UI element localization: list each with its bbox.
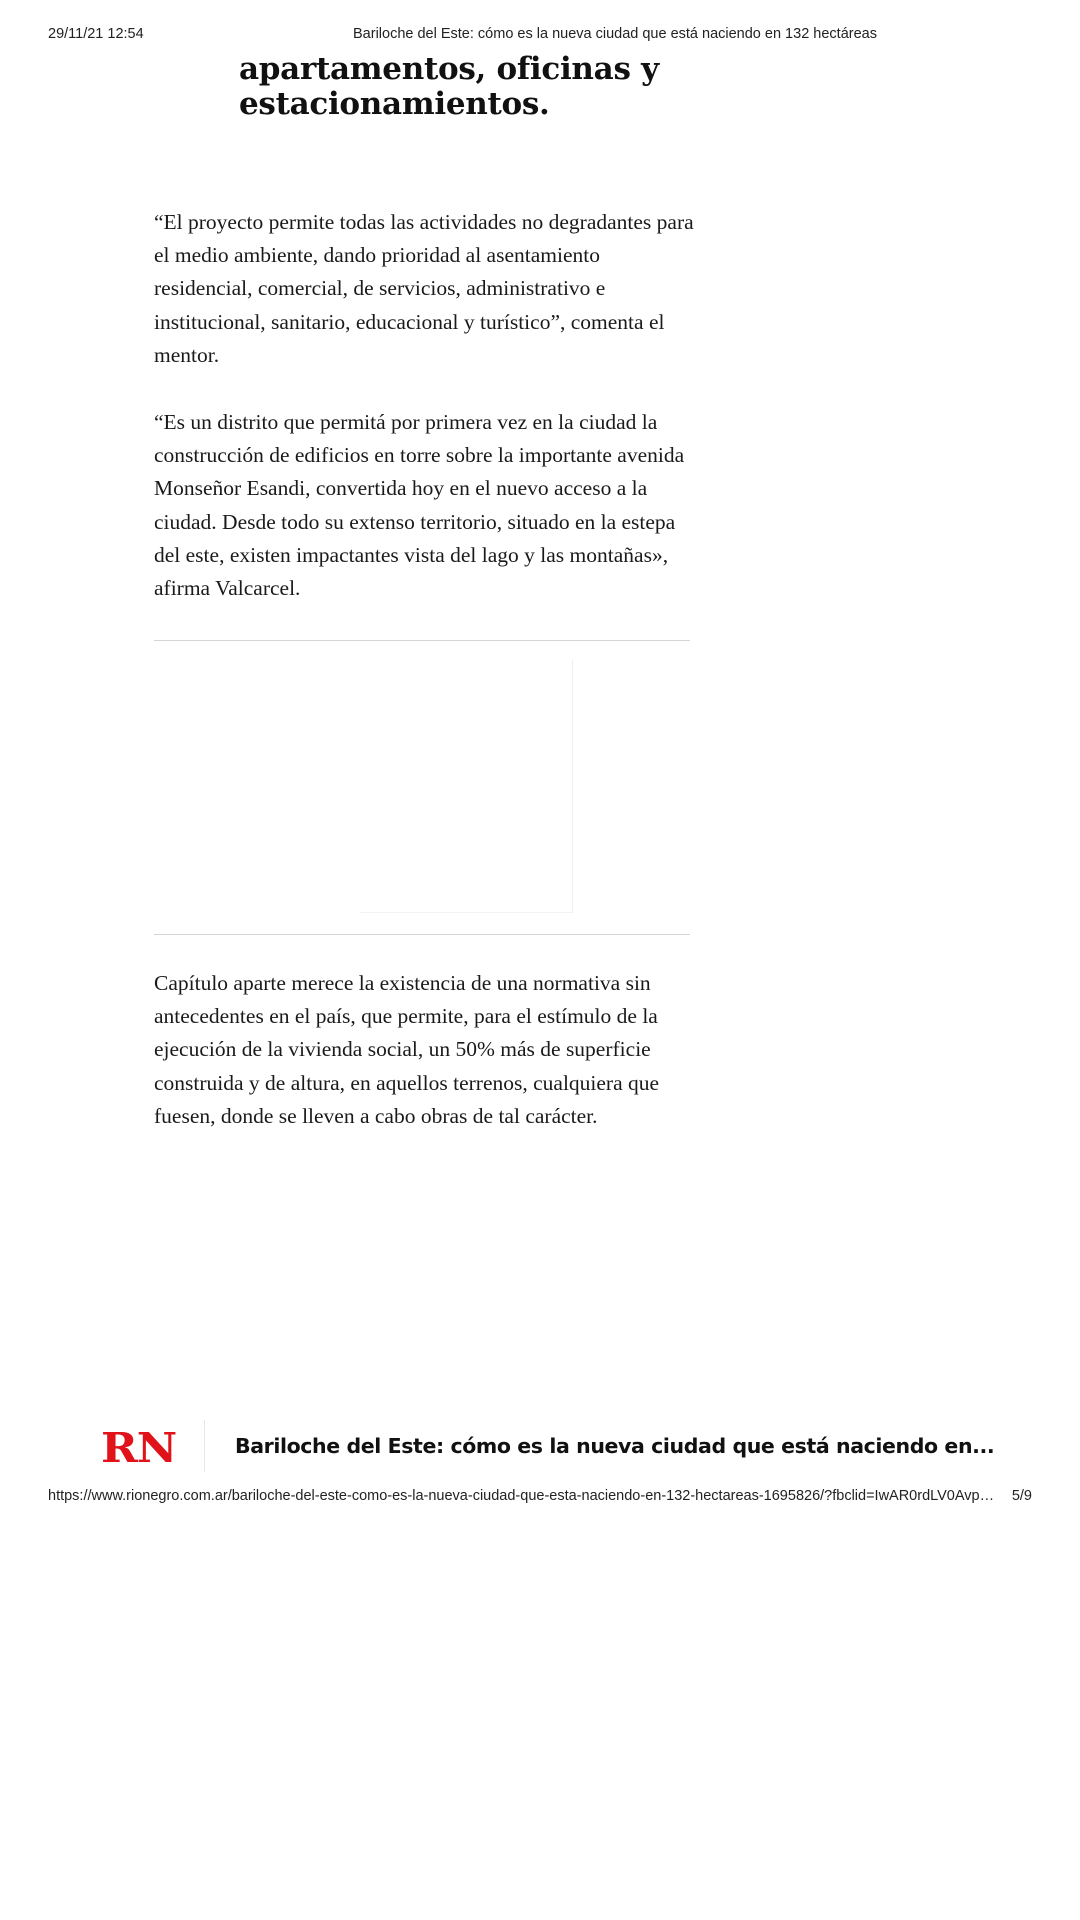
rn-logo[interactable]: RN xyxy=(101,1424,177,1472)
print-datetime: 29/11/21 12:54 xyxy=(48,26,144,42)
ad-divider-top xyxy=(154,640,690,641)
headline-line-1: apartamentos, oficinas y xyxy=(239,51,659,87)
headline-line-2: estacionamientos. xyxy=(239,86,550,122)
print-page-number: 5/9 xyxy=(1011,1488,1032,1504)
article-paragraph-1: “El proyecto permite todas las actividades no degradantes para el medio ambiente, dando prioridad al asentamiento residencial, comercial, de servicios, administrativo e institucional, sanitario, educacional y turístico”, comenta el mentor. xyxy=(154,210,694,367)
print-footer xyxy=(48,1488,1032,1508)
ad-placeholder xyxy=(360,660,573,913)
brand-bar-headline[interactable]: Bariloche del Este: cómo es la nueva ciudad que está naciendo en... xyxy=(235,1434,995,1458)
print-url: https://www.rionegro.com.ar/bariloche-del-este-como-es-la-nueva-ciudad-que-esta-naciendo-en-132-hectareas-1695826/?fbclid=IwAR0rdLV0Avp… xyxy=(48,1488,995,1504)
article-paragraph-2: “Es un distrito que permitá por primera vez en la ciudad la construcción de edificios en torre sobre la importante avenida Monseñor Esandi, convertida hoy en el nuevo acceso a la ciudad. Desde todo su extenso territorio, situado en la estepa del este, existen impactantes vista del lago y las montañas», afirma Valcarcel. xyxy=(154,410,685,601)
ad-divider-bottom xyxy=(154,934,690,935)
print-header xyxy=(48,26,1032,46)
article-paragraph-3: Capítulo aparte merece la existencia de una normativa sin antecedentes en el país, que permite, para el estímulo de la ejecución de la vivienda social, un 50% más de superficie construida y de altura, en aquellos terrenos, cualquiera que fuesen, donde se lleven a cabo obras de tal carácter. xyxy=(154,971,660,1128)
print-page-title: Bariloche del Este: cómo es la nueva ciudad que está naciendo en 132 hectáreas xyxy=(353,26,877,42)
sticky-brand-bar[interactable] xyxy=(0,1420,1080,1476)
article-headline xyxy=(239,52,799,122)
brand-divider xyxy=(204,1420,205,1472)
